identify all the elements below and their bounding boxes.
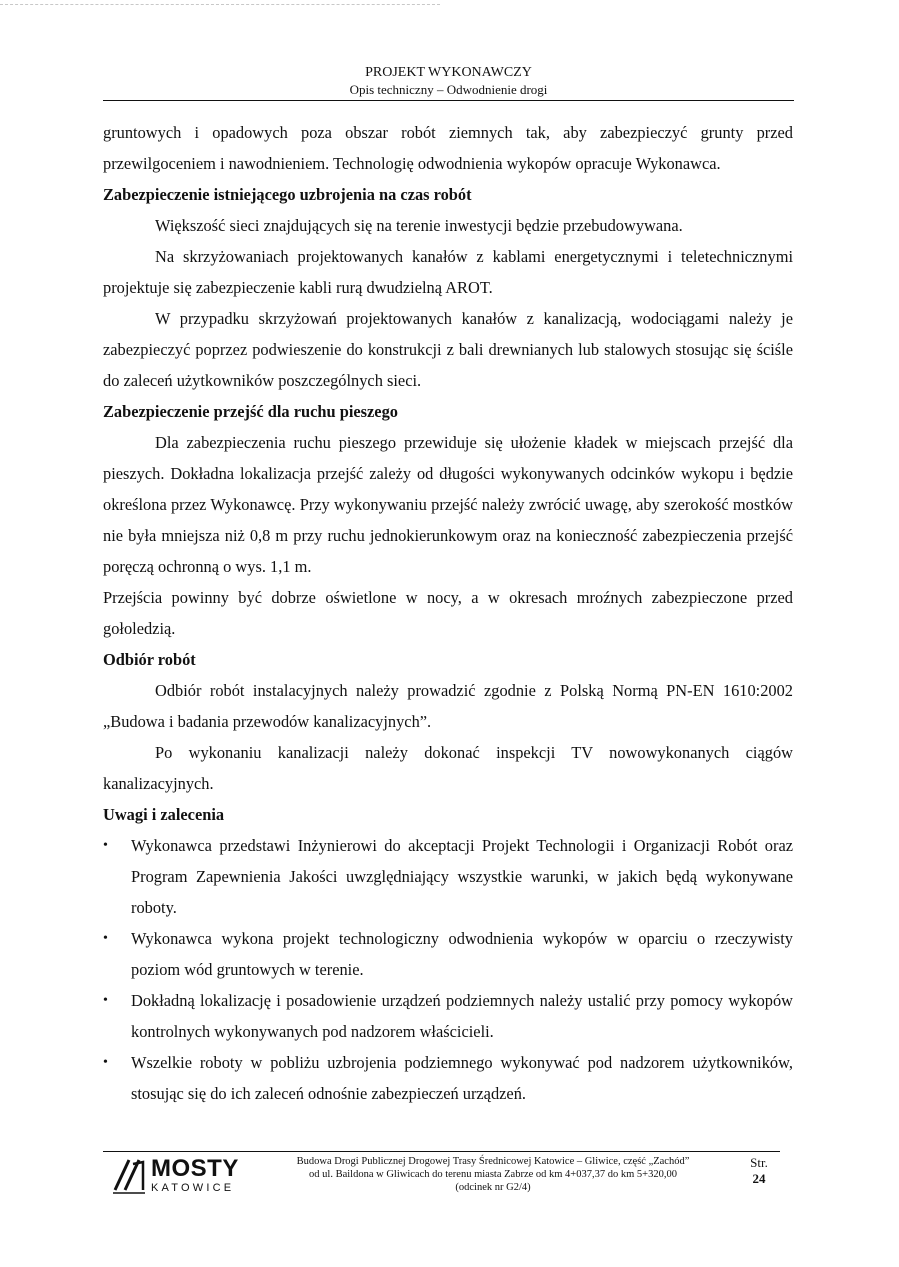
page-label: Str. xyxy=(750,1155,768,1170)
bullet-icon: • xyxy=(103,1055,108,1070)
mosty-logo-icon xyxy=(111,1156,147,1196)
scan-artifact-line xyxy=(0,4,440,5)
paragraph: Przejścia powinny być dobrze oświetlone w nocy, a w okresach mroźnych zabezpieczone przed gołoledzią. xyxy=(103,588,793,638)
section-heading: Zabezpieczenie istniejącego uzbrojenia na czas robót xyxy=(103,185,472,204)
company-logo xyxy=(111,1156,251,1196)
recommendations-list xyxy=(103,830,793,1109)
bullet-icon: • xyxy=(103,931,108,946)
section-heading: Zabezpieczenie przejść dla ruchu pieszego xyxy=(103,402,398,421)
footer-line: Budowa Drogi Publicznej Drogowej Trasy Średnicowej Katowice – Gliwice, część „Zachód” xyxy=(296,1156,690,1167)
footer-divider xyxy=(103,1151,780,1152)
header-title: PROJEKT WYKONAWCZY xyxy=(365,65,532,80)
paragraph: Na skrzyżowaniach projektowanych kanałów z kablami energetycznymi i teletechnicznymi projektuje się zabezpieczenie kabli rurą dwudzielną AROT. xyxy=(103,247,793,297)
list-item xyxy=(103,985,793,1047)
project-description xyxy=(253,1155,733,1194)
paragraph: Po wykonaniu kanalizacji należy dokonać inspekcji TV nowowykonanych ciągów kanalizacyjnych. xyxy=(103,743,793,793)
bullet-icon: • xyxy=(103,838,108,853)
document-body xyxy=(103,117,793,1109)
paragraph: gruntowych i opadowych poza obszar robót ziemnych tak, aby zabezpieczyć grunty przed przewilgoceniem i nawodnieniem. Technologię odwodnienia wykopów opracuje Wykonawca. xyxy=(103,123,793,173)
list-item-text: Wszelkie roboty w pobliżu uzbrojenia podziemnego wykonywać pod nadzorem użytkowników, stosując się do ich zaleceń odnośnie zabezpieczeń urządzeń. xyxy=(131,1053,793,1103)
bullet-icon: • xyxy=(103,993,108,1008)
page-number: 24 xyxy=(752,1171,766,1186)
list-item xyxy=(103,830,793,923)
paragraph: W przypadku skrzyżowań projektowanych kanałów z kanalizacją, wodociągami należy je zabezpieczyć poprzez podwieszenie do konstrukcji z bali drewnianych lub stalowych stosując się ściśle do zaleceń użytkowników poszczególnych sieci. xyxy=(103,309,793,390)
list-item-text: Wykonawca wykona projekt technologiczny odwodnienia wykopów w oparciu o rzeczywisty poziom wód gruntowych w terenie. xyxy=(131,929,793,979)
list-item xyxy=(103,1047,793,1109)
paragraph: Odbiór robót instalacyjnych należy prowadzić zgodnie z Polską Normą PN-EN 1610:2002 „Budowa i badania przewodów kanalizacyjnych”. xyxy=(103,681,793,731)
page-footer xyxy=(103,1153,793,1203)
paragraph: Dla zabezpieczenia ruchu pieszego przewiduje się ułożenie kładek w miejscach przejść dla pieszych. Dokładna lokalizacja przejść zależy od długości wykonywanych odcinków wykopu i będzie określona przez Wykonawcę. Przy wykonywaniu przejść należy zwrócić uwagę, aby szerokość mostków nie była mniejsza niż 0,8 m przy ruchu jednokierunkowym oraz na konieczność zabezpieczenia przejść poręczą ochronną o wys. 1,1 m. xyxy=(103,433,793,576)
page-header xyxy=(103,64,794,98)
header-subtitle: Opis techniczny – Odwodnienie drogi xyxy=(349,82,548,97)
list-item xyxy=(103,923,793,985)
list-item-text: Wykonawca przedstawi Inżynierowi do akceptacji Projekt Technologii i Organizacji Robót oraz Program Zapewnienia Jakości uwzględniający wszystkie warunki, w jakich będą wykonywane roboty. xyxy=(131,836,793,917)
page-number-block xyxy=(739,1155,779,1187)
header-divider xyxy=(103,100,794,101)
section-heading: Odbiór robót xyxy=(103,650,196,669)
list-item-text: Dokładną lokalizację i posadowienie urządzeń podziemnych należy ustalić przy pomocy wykopów kontrolnych wykonywanych pod nadzorem właścicieli. xyxy=(131,991,793,1041)
footer-line: (odcinek nr G2/4) xyxy=(455,1182,531,1193)
paragraph: Większość sieci znajdujących się na terenie inwestycji będzie przebudowywana. xyxy=(155,216,683,235)
logo-city: KATOWICE xyxy=(151,1182,235,1194)
section-heading: Uwagi i zalecenia xyxy=(103,805,225,824)
footer-line: od ul. Baildona w Gliwicach do terenu miasta Zabrze od km 4+037,37 do km 5+320,00 xyxy=(309,1169,677,1180)
logo-name: MOSTY xyxy=(151,1155,239,1182)
